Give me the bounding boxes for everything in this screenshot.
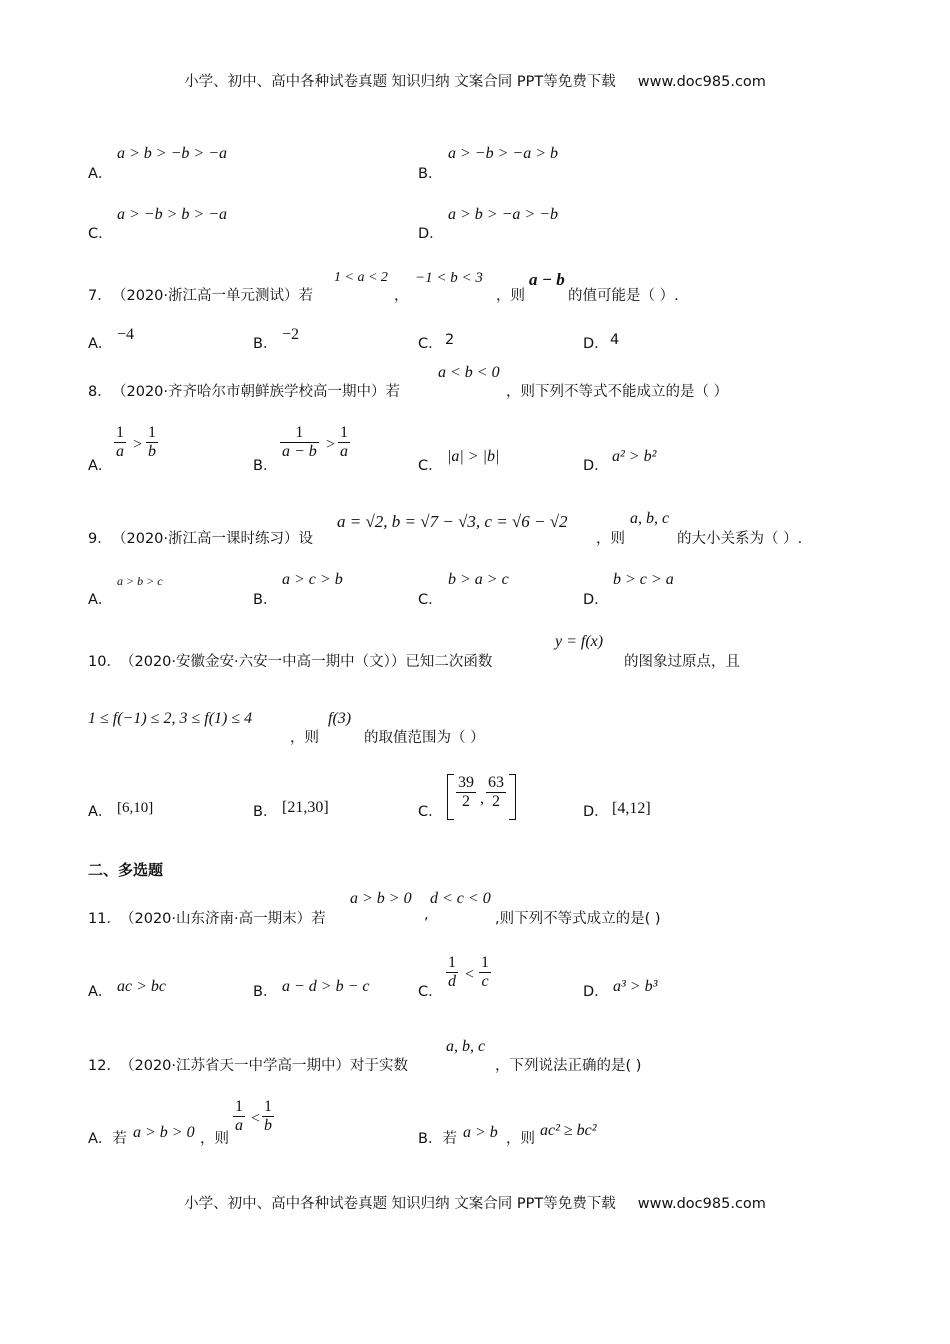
q6-option-b-expr: a > −b > −a > b — [448, 145, 558, 162]
q9-tail: 的大小关系为（ ）. — [677, 531, 803, 547]
q8-cond: a < b < 0 — [438, 364, 500, 381]
q12-option-b-label: B．若 — [418, 1131, 457, 1147]
q7-option-d-value: 4 — [610, 332, 620, 348]
section-title: 二、多选题 — [88, 861, 164, 879]
q9-cond: a = √2, b = √7 − √3, c = √6 − √2 — [337, 512, 568, 531]
q10-c-left-bracket — [447, 774, 454, 820]
q6-option-b-label: B． — [418, 166, 443, 182]
q7-option-b-label: B． — [253, 336, 278, 352]
q8-option-a-frac2 — [146, 424, 158, 461]
q10-func: y = f(x) — [555, 633, 604, 650]
q12a-n2: 1 — [264, 1098, 272, 1115]
q12-number: 12． — [88, 1058, 121, 1074]
q12-option-a-frac1 — [233, 1098, 245, 1135]
q8a-n2: 1 — [148, 424, 156, 441]
q8-option-c-expr: |a| > |b| — [447, 448, 500, 465]
footer-text: 小学、初中、高中各种试卷真题 知识归纳 文案合同 PPT等免费下载 — [184, 1196, 616, 1212]
q11c-n2: 1 — [481, 954, 489, 971]
header-site: www.doc985.com — [637, 74, 766, 90]
q6-option-c-expr: a > −b > b > −a — [117, 206, 227, 223]
q11c-d2: c — [479, 972, 491, 991]
q9-option-d-value: b > c > a — [613, 571, 674, 588]
q8b-d1: a − b — [282, 443, 317, 460]
q11-option-c-op: < — [465, 966, 475, 983]
q8-option-c-label: C． — [418, 458, 443, 474]
q10-number: 10． — [88, 654, 121, 670]
q10-option-c-frac2 — [486, 774, 506, 811]
q9-option-a-value: a > b > c — [117, 574, 163, 588]
q8-option-a-frac1 — [114, 424, 126, 461]
q10-source: （2020·安徽金安·六安一中高一期中（文））已知二次函数 — [120, 654, 493, 670]
q8-option-b-label: B． — [253, 458, 278, 474]
q12-option-a-cond: a > b > 0 — [133, 1124, 195, 1141]
q7-option-c-label: C． — [418, 336, 443, 352]
q11-option-c-label: C． — [418, 984, 443, 1000]
q7-target: a − b — [529, 270, 565, 289]
q7-cond1: 1 < a < 2 — [334, 270, 388, 285]
q12-option-b-cond: a > b — [463, 1124, 498, 1141]
q6-option-d-expr: a > b > −a > −b — [448, 206, 558, 223]
q10c-n2: 63 — [488, 774, 504, 791]
q10-option-c-sep: , — [480, 790, 484, 807]
q10c-n1: 39 — [458, 774, 474, 791]
q8a-d2: b — [148, 443, 156, 460]
q8-option-b-op: > — [326, 436, 336, 453]
q6-option-c-label: C． — [88, 226, 113, 242]
q12-option-b-then: ，则 — [506, 1131, 535, 1147]
header-text: 小学、初中、高中各种试卷真题 知识归纳 文案合同 PPT等免费下载 — [184, 74, 616, 90]
q11-number: 11． — [88, 911, 121, 927]
q8-option-a-label: A． — [88, 458, 113, 474]
page-header — [0, 70, 950, 91]
q8-tail: ，则下列不等式不能成立的是（ ） — [506, 384, 729, 400]
q7-then: ，则 — [496, 288, 525, 304]
q7-number: 7． — [88, 288, 112, 304]
q8-option-a-op: > — [133, 436, 143, 453]
q11-option-c-frac2 — [479, 954, 491, 991]
q10c-d1: 2 — [456, 792, 476, 811]
q11-option-b-value: a − d > b − c — [282, 978, 370, 995]
q10-then: ，则 — [290, 730, 319, 746]
q10-cond: 1 ≤ f(−1) ≤ 2, 3 ≤ f(1) ≤ 4 — [88, 710, 253, 727]
q11-option-d-value: a³ > b³ — [613, 978, 658, 995]
q10-option-d-value: [4,12] — [612, 800, 651, 817]
q9-vars: a, b, c — [630, 510, 670, 527]
q12a-d2: b — [264, 1117, 272, 1134]
q6-option-d-label: D． — [418, 226, 444, 242]
q8-option-b-frac1 — [280, 424, 319, 461]
q12-source: （2020·江苏省天一中学高一期中）对于实数 — [120, 1058, 409, 1074]
q7-option-c-value: 2 — [445, 332, 455, 348]
q8b-n1: 1 — [295, 424, 304, 441]
q9-option-b-value: a > c > b — [282, 571, 343, 588]
q6-option-a-label: A． — [88, 166, 113, 182]
q11-cond2: d < c < 0 — [430, 890, 491, 907]
q7-option-a-value: −4 — [117, 326, 135, 343]
q12a-n1: 1 — [235, 1098, 243, 1115]
q10-tail2: 的取值范围为（ ） — [364, 730, 485, 746]
q12-option-a-op: < — [251, 1110, 261, 1127]
q10-option-a-label: A． — [88, 804, 113, 820]
q8-option-d-expr: a² > b² — [612, 448, 657, 465]
q10-option-c-frac1 — [456, 774, 476, 811]
q7-tail: 的值可能是（ ）. — [568, 288, 679, 304]
q10-option-a-value: [6,10] — [117, 800, 154, 816]
q8-option-d-label: D． — [583, 458, 609, 474]
q11c-n1: 1 — [448, 954, 456, 971]
q8b-d2: a — [340, 443, 348, 460]
q9-then: ，则 — [596, 531, 625, 547]
q10-tail1: 的图象过原点，且 — [624, 654, 740, 670]
q11c-d1: d — [448, 973, 456, 990]
q11-source: （2020·山东济南·高一期末）若 — [120, 911, 326, 927]
q10-option-c-label: C． — [418, 804, 443, 820]
q10-c-right-bracket — [509, 774, 516, 820]
q7-source: （2020·浙江高一单元测试）若 — [112, 288, 314, 304]
q9-option-b-label: B． — [253, 592, 278, 608]
q9-option-a-label: A． — [88, 592, 113, 608]
q9-option-d-label: D． — [583, 592, 609, 608]
page-footer — [0, 1192, 950, 1213]
q7-option-b-value: −2 — [282, 326, 300, 343]
q9-source: （2020·浙江高一课时练习）设 — [112, 531, 314, 547]
footer-site: www.doc985.com — [637, 1196, 766, 1212]
q8a-d1: a — [116, 443, 124, 460]
q6-option-a-expr: a > b > −b > −a — [117, 145, 227, 162]
q9-number: 9． — [88, 531, 112, 547]
q7-option-d-label: D． — [583, 336, 609, 352]
q7-option-a-label: A． — [88, 336, 113, 352]
q12-option-a-frac2 — [262, 1098, 274, 1135]
q11-option-c-frac1 — [446, 954, 458, 991]
q7-cond2: −1 < b < 3 — [415, 270, 483, 286]
q12-option-a-label: A．若 — [88, 1131, 127, 1147]
q7-comma: ， — [394, 288, 409, 304]
q11-option-d-label: D． — [583, 984, 609, 1000]
q9-option-c-label: C． — [418, 592, 443, 608]
q11-tail: ,则下列不等式成立的是( ) — [495, 911, 661, 927]
q8b-n2: 1 — [340, 424, 348, 441]
q12a-d1: a — [235, 1117, 243, 1134]
q10-option-b-label: B． — [253, 804, 278, 820]
q8-number: 8． — [88, 384, 112, 400]
q11-cond1: a > b > 0 — [350, 890, 412, 907]
q11-comma: , — [424, 907, 429, 923]
q10c-d2: 2 — [486, 792, 506, 811]
q8a-n1: 1 — [116, 424, 124, 441]
q10-option-b-value: [21,30] — [282, 799, 329, 816]
q12-option-b-concl: ac² ≥ bc² — [540, 1122, 597, 1139]
q9-option-c-value: b > a > c — [448, 571, 509, 588]
q10-option-d-label: D． — [583, 804, 609, 820]
q8-source: （2020·齐齐哈尔市朝鲜族学校高一期中）若 — [112, 384, 401, 400]
q11-option-b-label: B． — [253, 984, 278, 1000]
q11-option-a-value: ac > bc — [117, 978, 166, 995]
q10-target: f(3) — [328, 710, 352, 727]
q12-option-a-then: ，则 — [200, 1131, 229, 1147]
q11-option-a-label: A． — [88, 984, 113, 1000]
q8-option-b-frac2 — [338, 424, 350, 461]
q12-vars: a, b, c — [446, 1038, 486, 1055]
q12-tail: ，下列说法正确的是( ) — [495, 1058, 642, 1074]
